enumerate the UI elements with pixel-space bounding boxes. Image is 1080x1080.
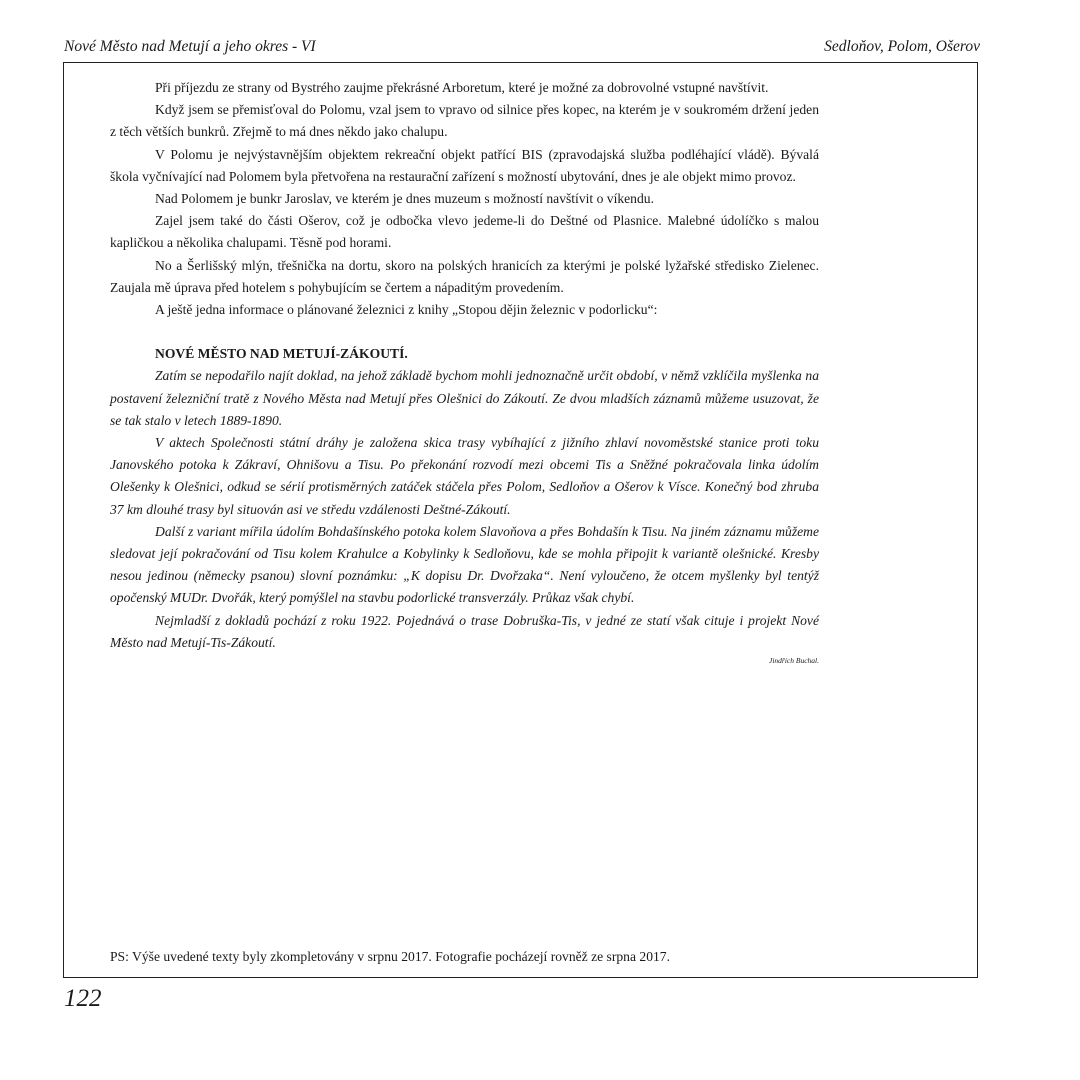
- quote-paragraph: Zatím se nepodařilo najít doklad, na jehož základě bychom mohli jednoznačně určit období, v němž vzklíčila myšlenka na postavení železniční tratě z Nového Města nad Metují přes Olešnici do Zákoutí. Ze dvou mladších záznamů můžeme usuzovat, že se tak stalo v letech 1889-1890.: [110, 368, 819, 428]
- paragraph: Nad Polomem je bunkr Jaroslav, ve kterém je dnes muzeum s možností navštívit o víkendu.: [155, 191, 654, 207]
- spacer: [110, 321, 819, 343]
- paragraph: No a Šerlišský mlýn, třešnička na dortu, skoro na polských hranicích za kterými je polské lyžařské středisko Zielenec. Zaujala mě úprava před hotelem s pohybujícím se čertem a nápaditým provedením.: [110, 257, 819, 295]
- article-body: [110, 77, 819, 668]
- author-signature: Jindřich Buchal.: [769, 656, 819, 666]
- quoted-section: [110, 365, 819, 668]
- postscript: PS: Výše uvedené texty byly zkompletovány v srpnu 2017. Fotografie pocházejí rovněž ze srpna 2017.: [110, 949, 670, 964]
- quote-paragraph: Další z variant mířila údolím Bohdašínského potoka kolem Slavoňova a přes Bohdašín k Tisu. Na jiném záznamu můžeme sledovat její pokračování od Tisu kolem Krahulce a Kobylinky k Sedloňovu, kde se mohla připojit k variantě olešnické. Kresby nesou jedinou (německy psanou) slovní poznámku: „K dopisu Dr. Dvořzaka“. Není vyloučeno, že otcem myšlenky byl tentýž opočenský MUDr. Dvořák, který pomýšlel na stavbu podorlické transverzály. Průkaz však chybí.: [110, 523, 819, 606]
- paragraph: A ještě jedna informace o plánované železnici z knihy „Stopou dějin železnic v podorlicku“:: [155, 302, 658, 318]
- running-header-chapter: Sedloňov, Polom, Ošerov: [824, 38, 980, 55]
- page-number: 122: [64, 985, 102, 1012]
- running-header-title: Nové Město nad Metují a jeho okres - VI: [64, 38, 316, 55]
- text-frame: [63, 62, 978, 978]
- paragraph: V Polomu je nejvýstavnějším objektem rekreační objekt patřící BIS (zpravodajská služba podléhající vládě). Bývalá škola vyčnívající nad Polomem byla přetvořena na restaurační zařízení s možností ubytování, dnes je ale objekt mimo provoz.: [110, 146, 819, 184]
- quote-paragraph: Nejmladší z dokladů pochází z roku 1922. Pojednává o trase Dobruška-Tis, v jedné ze statí však cituje i projekt Nové Město nad Metují-Tis-Zákoutí.: [110, 612, 819, 650]
- paragraph: Při příjezdu ze strany od Bystrého zaujme překrásné Arboretum, které je možné za dobrovolné vstupné navštívit.: [155, 80, 769, 95]
- paragraph: Když jsem se přemisťoval do Polomu, vzal jsem to vpravo od silnice přes kopec, na kterém je v soukromém držení jeden z těch větších bunkrů. Zřejmě to má dnes někdo jako chalupu.: [110, 102, 819, 140]
- quote-paragraph: V aktech Společnosti státní dráhy je založena skica trasy vybíhající z jižního zhlaví novoměstské stanice proti toku Janovského potoka k Zákraví, Ohnišovu a Tisu. Po překonání rozvodí mezi obcemi Tis a Sněžné pokračovala linka údolím Olešenky k Olešnici, odkud se sérií protisměrných zatáček stáčela přes Polom, Sedloňov a Ošerov k Vísce. Konečný bod zhruba 37 km dlouhé trasy byl situován asi ve středu vzdálenosti Deštné-Zákoutí.: [110, 435, 819, 517]
- paragraph: Zajel jsem také do části Ošerov, což je odbočka vlevo jedeme-li do Deštné od Plasnice. Malebné údolíčko s malou kapličkou a několika chalupami. Těsně pod horami.: [110, 213, 819, 251]
- section-title: NOVÉ MĚSTO NAD METUJÍ-ZÁKOUTÍ.: [155, 346, 408, 362]
